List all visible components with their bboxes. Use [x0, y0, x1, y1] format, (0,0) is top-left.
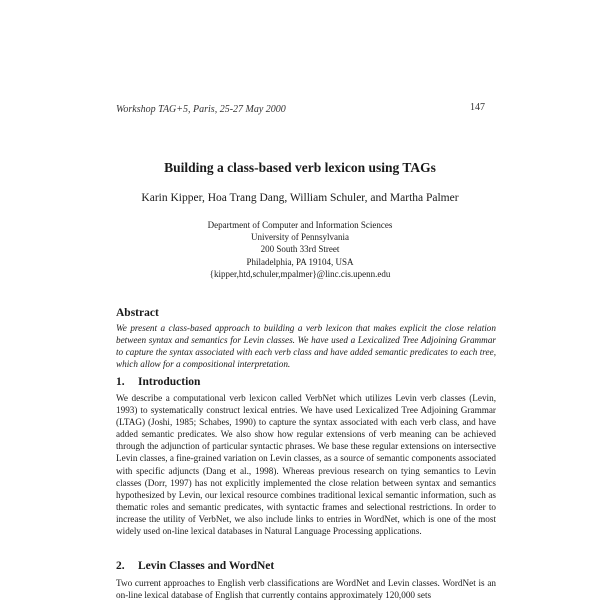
section-heading-levin-classes	[116, 560, 274, 572]
affiliation-street: 200 South 33rd Street	[260, 244, 340, 255]
abstract-text: We present a class-based approach to building a verb lexicon that makes explicit the close relation between syntax and semantics for Levin classes. We have used a Lexicalized Tree Adjoining Grammar to capture the syntax associated with each verb class and have added semantic predicates to each tree, which allow for a compositional interpretation.	[116, 323, 496, 370]
affiliation-block	[0, 219, 600, 280]
page-number: 147	[470, 102, 485, 113]
running-head: Workshop TAG+5, Paris, 25-27 May 2000	[116, 104, 286, 115]
section-title: Levin Classes and WordNet	[138, 560, 275, 572]
paper-title: Building a class-based verb lexicon using TAGs	[164, 160, 436, 175]
section-number: 1.	[116, 376, 125, 388]
affiliation-city: Philadelphia, PA 19104, USA	[246, 256, 354, 267]
introduction-text: We describe a computational verb lexicon called VerbNet which utilizes Levin verb classes (Levin, 1993) to systematically construct lexical entries. We have used Lexicalized Tree Adjoining Grammar (LTAG) (Joshi, 1985; Schabes, 1990) to capture the syntax associated with each verb class, and have added semantic predicates. We also show how regular extensions of verb meaning can be achieved through the adjunction of particular syntactic phrases. We base these regular extensions on intersective Levin classes, a fine-grained variation on Levin classes, as a source of semantic components associated with specific adjuncts (Dang et al., 1998). Whereas previous research on tying semantics to Levin classes (Dorr, 1997) has not explicitly implemented the close relation between syntax and semantics hypothesized by Levin, our lexical resource combines traditional lexical semantic information, such as thematic roles and semantic predicates, with syntactic frames and selectional restrictions. In order to increase the utility of VerbNet, we also include links to entries in WordNet, which is one of the most widely used on-line lexical databases in Natural Language Processing applications.	[116, 393, 496, 537]
abstract-heading: Abstract	[116, 307, 159, 319]
section-heading-introduction	[116, 376, 200, 388]
affiliation-university: University of Pennsylvania	[251, 232, 349, 243]
section-number: 2.	[116, 560, 125, 572]
levin-classes-text: Two current approaches to English verb classifications are WordNet and Levin classes. WordNet is an on-line lexical database of English that currently contains approximately 120,000 sets	[116, 578, 496, 601]
author-list: Karin Kipper, Hoa Trang Dang, William Schuler, and Martha Palmer	[141, 192, 459, 204]
affiliation-department: Department of Computer and Information Sciences	[207, 220, 393, 230]
section-title: Introduction	[138, 376, 201, 388]
affiliation-email: {kipper,htd,schuler,mpalmer}@linc.cis.upenn.edu	[209, 268, 391, 279]
